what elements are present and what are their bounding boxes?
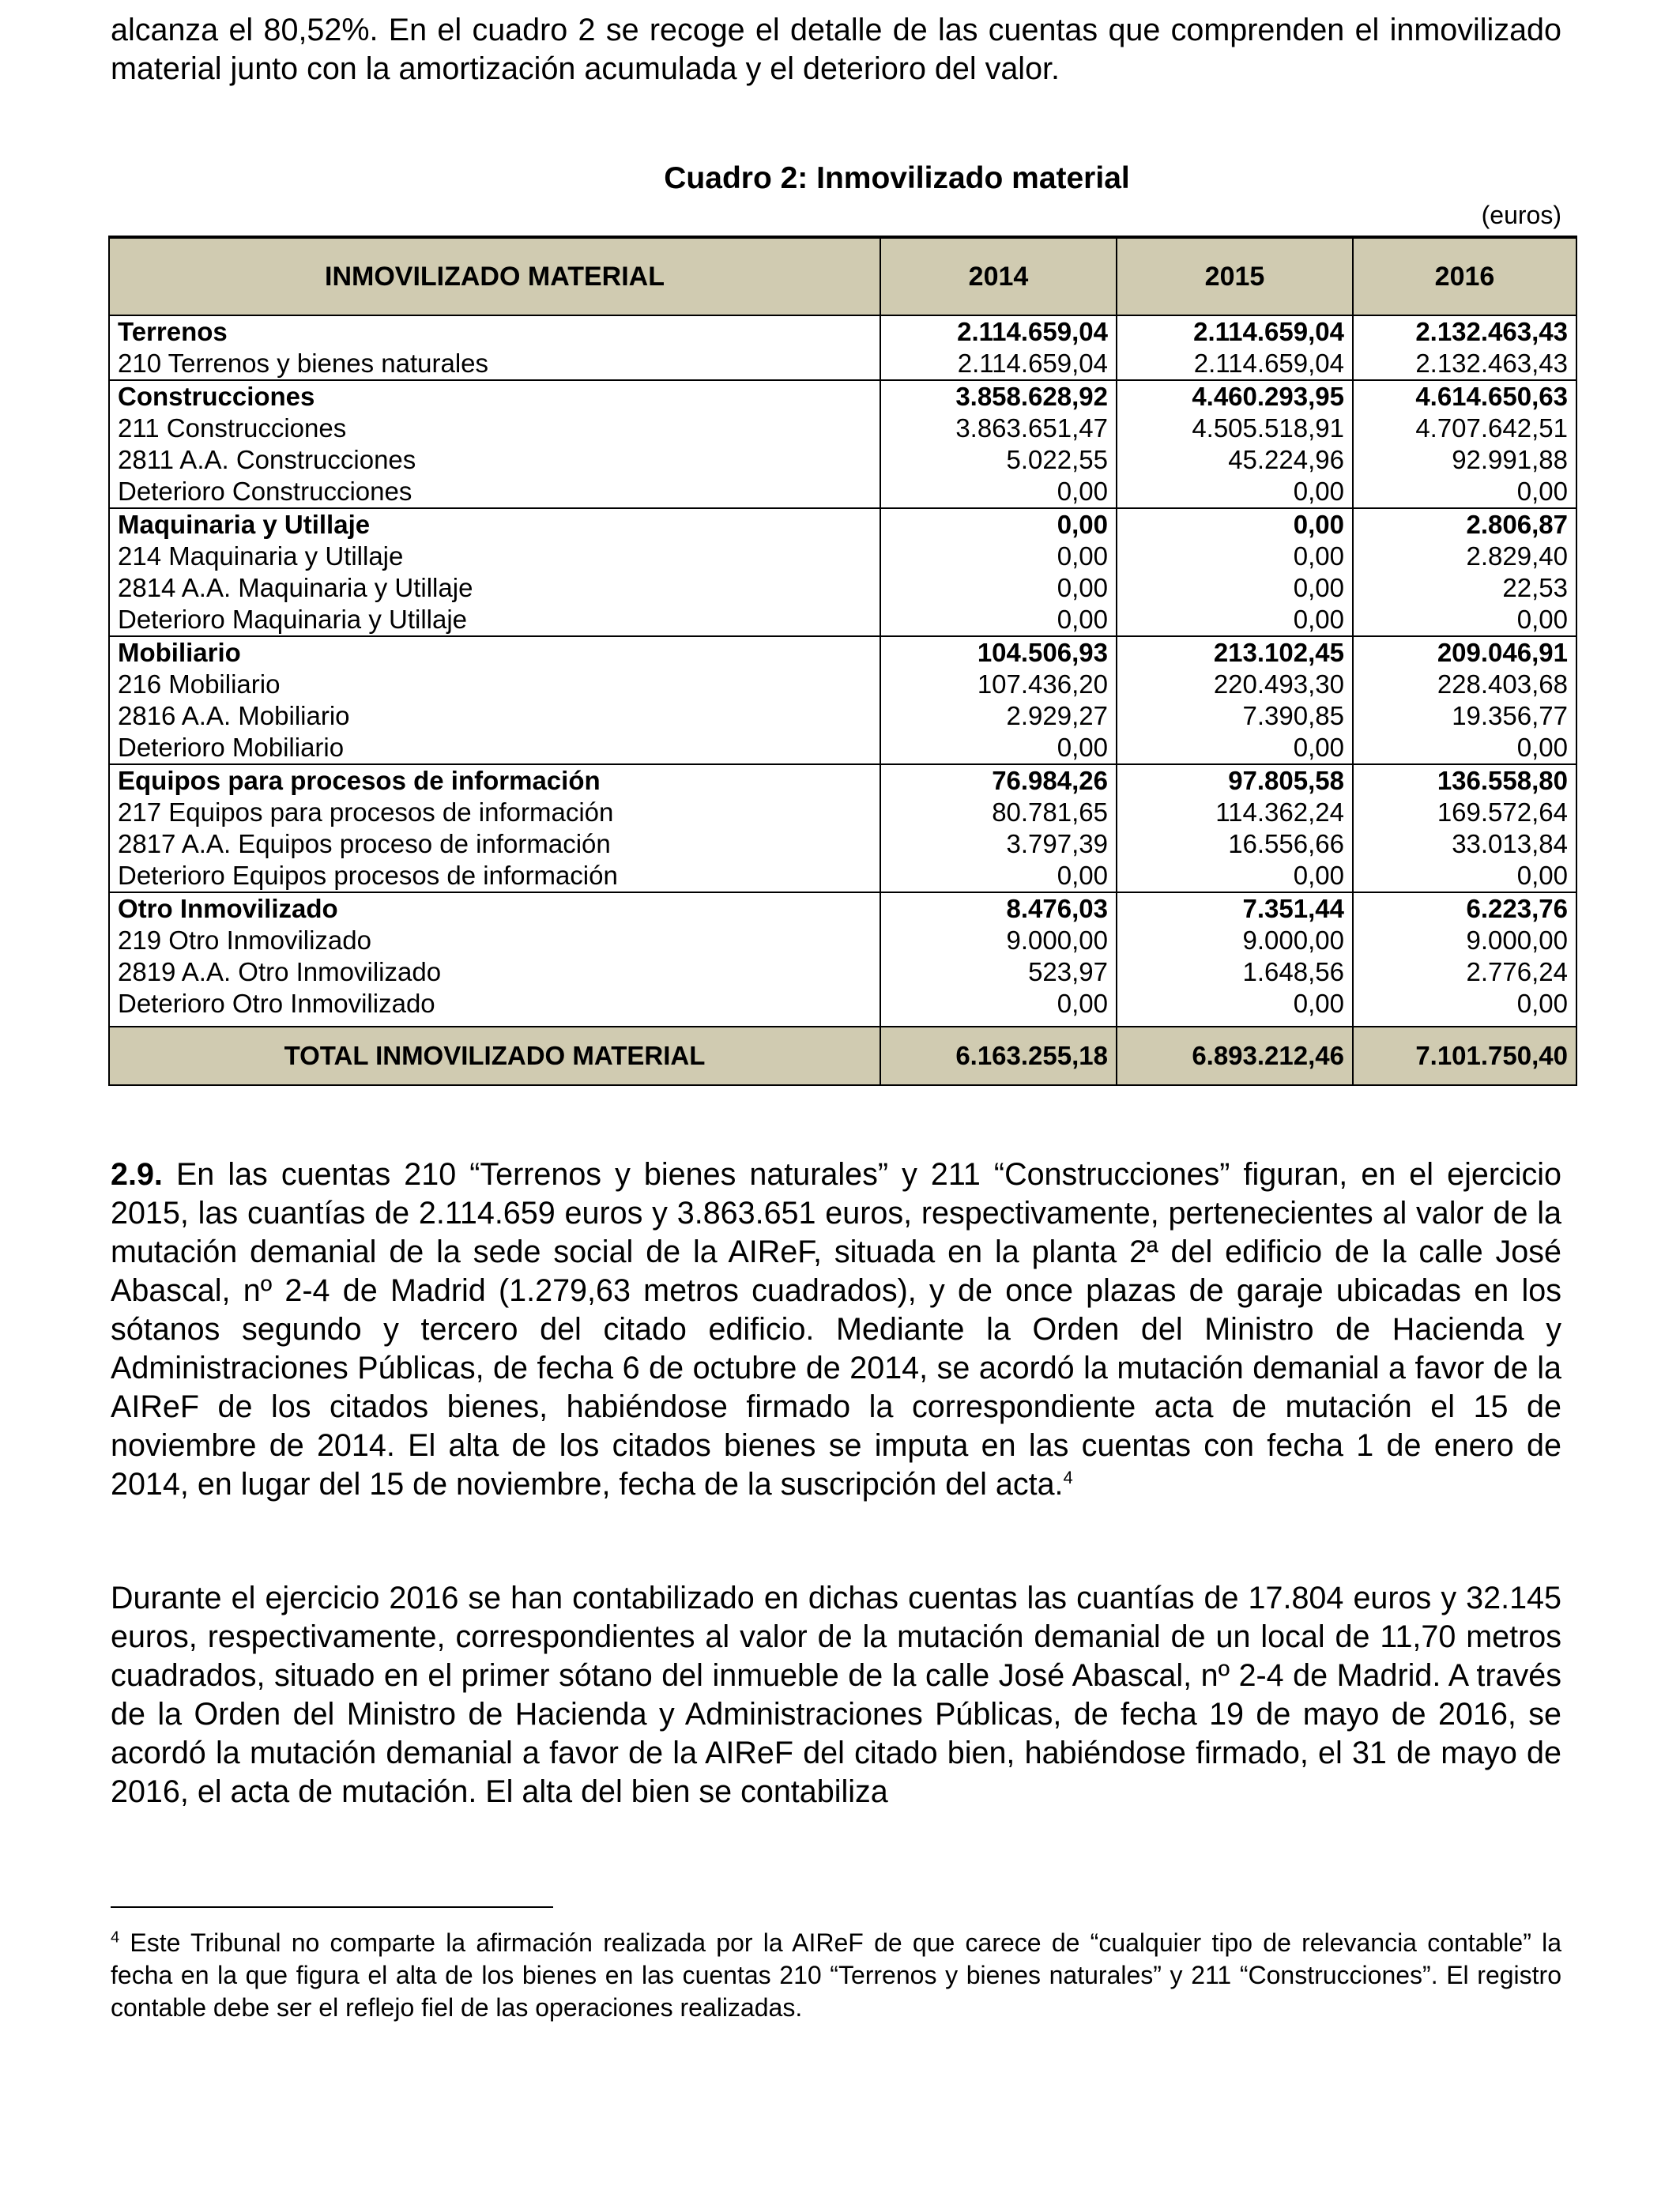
value-2016: 2.132.463,43 bbox=[1353, 348, 1576, 380]
fixed-assets-table bbox=[108, 236, 1577, 1086]
value-2015: 0,00 bbox=[1117, 476, 1353, 508]
value-2015: 7.351,44 bbox=[1117, 892, 1353, 925]
value-2015: 1.648,56 bbox=[1117, 956, 1353, 988]
row-label: 219 Otro Inmovilizado bbox=[109, 925, 880, 956]
value-2014: 0,00 bbox=[880, 988, 1117, 1020]
total-row bbox=[109, 1027, 1576, 1085]
section-2-9-paragraph bbox=[111, 1155, 1561, 1504]
table-row bbox=[109, 413, 1576, 444]
table-body bbox=[109, 315, 1576, 1027]
value-2015: 97.805,58 bbox=[1117, 764, 1353, 797]
footnote-separator bbox=[111, 1906, 553, 1908]
value-2016: 22,53 bbox=[1353, 572, 1576, 604]
row-label: Otro Inmovilizado bbox=[109, 892, 880, 925]
row-label: 214 Maquinaria y Utillaje bbox=[109, 541, 880, 572]
value-2015: 0,00 bbox=[1117, 541, 1353, 572]
table-row bbox=[109, 572, 1576, 604]
value-2015: 0,00 bbox=[1117, 732, 1353, 764]
value-2016: 33.013,84 bbox=[1353, 828, 1576, 860]
table-footer bbox=[109, 1027, 1576, 1085]
table-row bbox=[109, 541, 1576, 572]
section-text: En las cuentas 210 “Terrenos y bienes naturales” y 211 “Construcciones” figuran, en el ejercicio 2015, las cuantías de 2.114.659 euros y 3.863.651 euros, respectivamente, pertenecientes al valor de la mutación demanial de la sede social de la AIReF, situada en la planta 2ª del edificio de la calle José Abascal, nº 2-4 de Madrid (1.279,63 metros cuadrados), y de once plazas de garaje ubicadas en los sótanos segundo y tercero del citado edificio. Mediante la Orden del Ministro de Hacienda y Administraciones Públicas, de fecha 6 de octubre de 2014, se acordó la mutación demanial a favor de la AIReF de los citados bienes, habiéndose firmado la correspondiente acta de mutación el 15 de noviembre de 2014. El alta de los citados bienes se imputa en las cuentas con fecha 1 de enero de 2014, en lugar del 15 de noviembre, fecha de la suscripción del acta. bbox=[111, 1157, 1561, 1502]
row-label: 2811 A.A. Construcciones bbox=[109, 444, 880, 476]
total-label: TOTAL INMOVILIZADO MATERIAL bbox=[109, 1027, 880, 1085]
value-2016: 0,00 bbox=[1353, 476, 1576, 508]
row-label: Deterioro Mobiliario bbox=[109, 732, 880, 764]
row-label: Equipos para procesos de información bbox=[109, 764, 880, 797]
row-label: Deterioro Maquinaria y Utillaje bbox=[109, 604, 880, 636]
value-2014: 0,00 bbox=[880, 604, 1117, 636]
value-2015: 0,00 bbox=[1117, 604, 1353, 636]
value-2015: 114.362,24 bbox=[1117, 797, 1353, 828]
row-label: 217 Equipos para procesos de información bbox=[109, 797, 880, 828]
value-2015: 2.114.659,04 bbox=[1117, 315, 1353, 348]
header-concept: INMOVILIZADO MATERIAL bbox=[109, 237, 880, 315]
value-2014: 107.436,20 bbox=[880, 669, 1117, 700]
row-label: 211 Construcciones bbox=[109, 413, 880, 444]
table-row bbox=[109, 988, 1576, 1020]
header-year-2016: 2016 bbox=[1353, 237, 1576, 315]
footnote-number: 4 bbox=[111, 1928, 120, 1947]
table-row bbox=[109, 732, 1576, 764]
total-value-2016: 7.101.750,40 bbox=[1353, 1027, 1576, 1085]
value-2014: 0,00 bbox=[880, 541, 1117, 572]
value-2014: 0,00 bbox=[880, 508, 1117, 541]
table-row bbox=[109, 860, 1576, 892]
row-label: Deterioro Otro Inmovilizado bbox=[109, 988, 880, 1020]
value-2015: 213.102,45 bbox=[1117, 636, 1353, 669]
header-year-2014: 2014 bbox=[880, 237, 1117, 315]
row-label: Maquinaria y Utillaje bbox=[109, 508, 880, 541]
table-header bbox=[109, 237, 1576, 315]
value-2016: 209.046,91 bbox=[1353, 636, 1576, 669]
value-2016: 2.132.463,43 bbox=[1353, 315, 1576, 348]
table-title: Cuadro 2: Inmovilizado material bbox=[664, 161, 1130, 195]
value-2016: 6.223,76 bbox=[1353, 892, 1576, 925]
row-label: 2816 A.A. Mobiliario bbox=[109, 700, 880, 732]
value-2014: 0,00 bbox=[880, 476, 1117, 508]
row-label: Deterioro Construcciones bbox=[109, 476, 880, 508]
footnote-reference[interactable]: 4 bbox=[1063, 1467, 1073, 1487]
table-row bbox=[109, 348, 1576, 380]
units-label: (euros) bbox=[1481, 201, 1561, 229]
intro-paragraph: alcanza el 80,52%. En el cuadro 2 se recoge el detalle de las cuentas que comprenden el inmovilizado material junto con la amortización acumulada y el deterioro del valor. bbox=[111, 13, 1561, 86]
table-row bbox=[109, 476, 1576, 508]
table-row bbox=[109, 444, 1576, 476]
row-label: 216 Mobiliario bbox=[109, 669, 880, 700]
row-label: Mobiliario bbox=[109, 636, 880, 669]
value-2014: 0,00 bbox=[880, 732, 1117, 764]
value-2016: 2.776,24 bbox=[1353, 956, 1576, 988]
row-label: Construcciones bbox=[109, 380, 880, 413]
value-2015: 0,00 bbox=[1117, 572, 1353, 604]
header-year-2015: 2015 bbox=[1117, 237, 1353, 315]
value-2015: 16.556,66 bbox=[1117, 828, 1353, 860]
value-2016: 0,00 bbox=[1353, 860, 1576, 892]
total-value-2014: 6.163.255,18 bbox=[880, 1027, 1117, 1085]
value-2016: 0,00 bbox=[1353, 732, 1576, 764]
value-2014: 3.863.651,47 bbox=[880, 413, 1117, 444]
total-value-2015: 6.893.212,46 bbox=[1117, 1027, 1353, 1085]
row-label: Deterioro Equipos procesos de información bbox=[109, 860, 880, 892]
value-2015: 2.114.659,04 bbox=[1117, 348, 1353, 380]
footnote-text: Este Tribunal no comparte la afirmación realizada por la AIReF de que carece de “cualquier tipo de relevancia contable” la fecha en la que figura el alta de los bienes en las cuentas 210 “Terrenos y bienes naturales” y 211 “Construcciones”. El registro contable debe ser el reflejo fiel de las operaciones realizadas. bbox=[111, 1928, 1561, 2022]
value-2016: 2.829,40 bbox=[1353, 541, 1576, 572]
value-2015: 4.505.518,91 bbox=[1117, 413, 1353, 444]
spacer-cell bbox=[1353, 1020, 1576, 1027]
value-2016: 0,00 bbox=[1353, 604, 1576, 636]
value-2014: 523,97 bbox=[880, 956, 1117, 988]
table-row bbox=[109, 700, 1576, 732]
table-row bbox=[109, 956, 1576, 988]
fixed-assets-table-wrapper bbox=[108, 236, 1576, 1086]
row-label: 2814 A.A. Maquinaria y Utillaje bbox=[109, 572, 880, 604]
value-2016: 4.707.642,51 bbox=[1353, 413, 1576, 444]
group-total-row bbox=[109, 764, 1576, 797]
value-2016: 9.000,00 bbox=[1353, 925, 1576, 956]
spacer-cell bbox=[109, 1020, 880, 1027]
value-2014: 0,00 bbox=[880, 572, 1117, 604]
value-2014: 2.114.659,04 bbox=[880, 315, 1117, 348]
group-total-row bbox=[109, 892, 1576, 925]
value-2014: 8.476,03 bbox=[880, 892, 1117, 925]
section-number: 2.9. bbox=[111, 1157, 163, 1192]
value-2015: 7.390,85 bbox=[1117, 700, 1353, 732]
row-label: 2817 A.A. Equipos proceso de información bbox=[109, 828, 880, 860]
value-2016: 19.356,77 bbox=[1353, 700, 1576, 732]
value-2015: 4.460.293,95 bbox=[1117, 380, 1353, 413]
row-label: Terrenos bbox=[109, 315, 880, 348]
table-row bbox=[109, 828, 1576, 860]
value-2015: 220.493,30 bbox=[1117, 669, 1353, 700]
group-total-row bbox=[109, 315, 1576, 348]
value-2014: 9.000,00 bbox=[880, 925, 1117, 956]
value-2016: 92.991,88 bbox=[1353, 444, 1576, 476]
value-2016: 169.572,64 bbox=[1353, 797, 1576, 828]
row-label: 2819 A.A. Otro Inmovilizado bbox=[109, 956, 880, 988]
paragraph-2016: Durante el ejercicio 2016 se han contabilizado en dichas cuentas las cuantías de 17.804 euros y 32.145 euros, respectivamente, correspondientes al valor de la mutación demanial de un local de 11,70 metros cuadrados, situado en el primer sótano del inmueble de la calle José Abascal, nº 2-4 de Madrid. A través de la Orden del Ministro de Hacienda y Administraciones Públicas, de fecha 19 de mayo de 2016, se acordó la mutación demanial a favor de la AIReF del citado bien, habiéndose firmado, el 31 de mayo de 2016, el acta de mutación. El alta del bien se contabiliza bbox=[111, 1581, 1561, 1809]
value-2015: 0,00 bbox=[1117, 988, 1353, 1020]
value-2015: 45.224,96 bbox=[1117, 444, 1353, 476]
table-row bbox=[109, 925, 1576, 956]
table-row bbox=[109, 797, 1576, 828]
spacer-cell bbox=[1117, 1020, 1353, 1027]
table-row bbox=[109, 669, 1576, 700]
value-2014: 80.781,65 bbox=[880, 797, 1117, 828]
table-spacer-row bbox=[109, 1020, 1576, 1027]
value-2015: 9.000,00 bbox=[1117, 925, 1353, 956]
value-2014: 104.506,93 bbox=[880, 636, 1117, 669]
value-2016: 0,00 bbox=[1353, 988, 1576, 1020]
value-2016: 228.403,68 bbox=[1353, 669, 1576, 700]
row-label: 210 Terrenos y bienes naturales bbox=[109, 348, 880, 380]
value-2014: 76.984,26 bbox=[880, 764, 1117, 797]
value-2015: 0,00 bbox=[1117, 508, 1353, 541]
value-2016: 136.558,80 bbox=[1353, 764, 1576, 797]
spacer-cell bbox=[880, 1020, 1117, 1027]
group-total-row bbox=[109, 508, 1576, 541]
value-2015: 0,00 bbox=[1117, 860, 1353, 892]
group-total-row bbox=[109, 636, 1576, 669]
value-2014: 2.929,27 bbox=[880, 700, 1117, 732]
value-2014: 5.022,55 bbox=[880, 444, 1117, 476]
value-2016: 4.614.650,63 bbox=[1353, 380, 1576, 413]
value-2014: 3.797,39 bbox=[880, 828, 1117, 860]
value-2016: 2.806,87 bbox=[1353, 508, 1576, 541]
table-row bbox=[109, 604, 1576, 636]
group-total-row bbox=[109, 380, 1576, 413]
value-2014: 0,00 bbox=[880, 860, 1117, 892]
value-2014: 2.114.659,04 bbox=[880, 348, 1117, 380]
value-2014: 3.858.628,92 bbox=[880, 380, 1117, 413]
footnote bbox=[111, 1927, 1561, 2024]
